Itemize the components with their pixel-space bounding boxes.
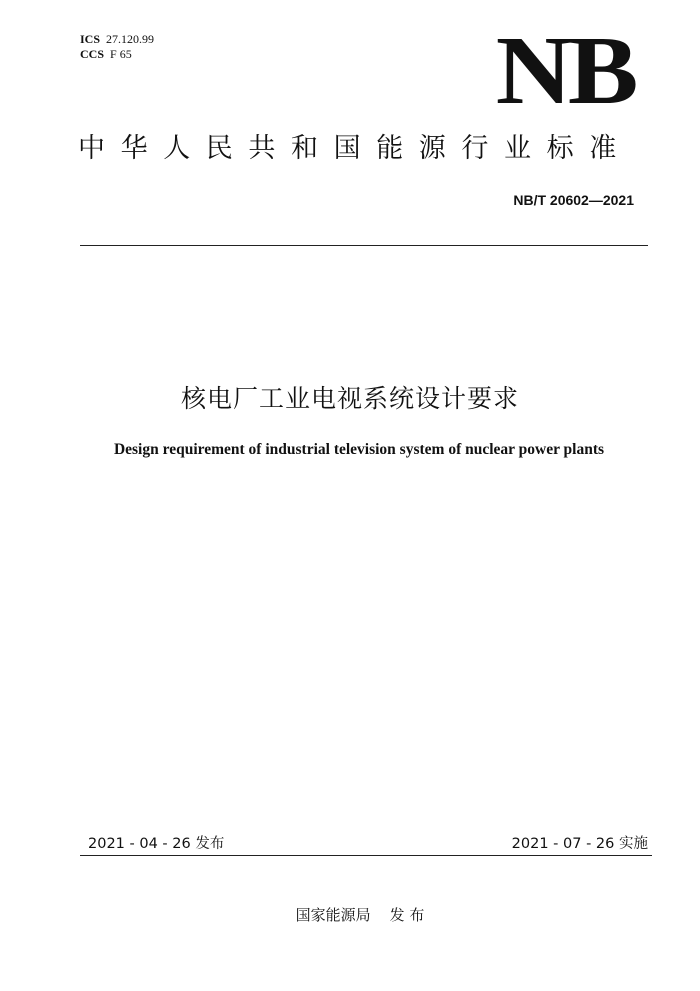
- issuing-authority: 国家能源局 发 布: [295, 906, 425, 924]
- implementation-date: 2021 - 07 - 26 实施: [511, 836, 648, 852]
- standard-number: NB/T 20602—2021: [513, 192, 634, 208]
- publish-date: 2021 - 04 - 26 发布: [88, 836, 225, 852]
- document-title-chinese: 核电厂工业电视系统设计要求: [180, 384, 519, 413]
- ccs-code: [80, 47, 132, 61]
- document-title-english: Design requirement of industrial television system of nuclear power plants: [113, 441, 605, 458]
- ccs-value: F 65: [110, 47, 132, 61]
- industry-standard-heading: 中华人民共和国能源行业标准: [78, 133, 632, 164]
- ics-value: 27.120.99: [106, 32, 155, 46]
- footer-divider: [80, 855, 652, 856]
- ics-label: ICS: [80, 32, 101, 46]
- ccs-label: CCS: [80, 47, 105, 61]
- header-divider: [80, 245, 648, 246]
- nb-logo: NB: [495, 17, 634, 125]
- ics-code: [80, 32, 154, 46]
